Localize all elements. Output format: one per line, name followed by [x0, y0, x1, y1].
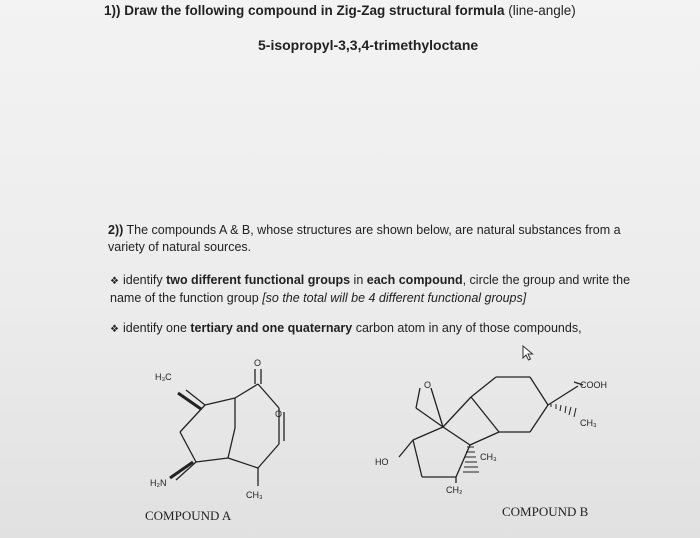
compound-a-o-ring: O — [275, 409, 283, 419]
bullet-2-post: carbon atom in any of those compounds, — [352, 321, 582, 335]
compound-a-label: COMPOUND A — [145, 508, 232, 523]
bullet-1-pre: identify — [122, 273, 167, 287]
compound-b-ch3-right: CH₃ — [580, 418, 597, 428]
compound-name: 5-isopropyl-3,3,4-trimethyloctane — [258, 37, 479, 53]
bullet-1-mid: in — [350, 273, 367, 287]
compound-a-h2n: H₂N — [150, 478, 167, 488]
question-2-number: 2)) — [108, 223, 124, 237]
question-1-suffix: (line-angle) — [508, 3, 576, 18]
question-2-text: The compounds A & B, whose structures are shown below, are natural substances from a variety of natural sources. — [108, 223, 621, 254]
compound-b-o: O — [424, 380, 432, 390]
bullet-1-italic: [so the total will be 4 different functional groups] — [262, 291, 527, 305]
diamond-bullet-icon: ❖ — [110, 276, 119, 287]
compound-b-ho: HO — [375, 457, 389, 467]
compound-b-label: COMPOUND B — [502, 504, 589, 519]
compound-b-ch2: CH₂ — [446, 485, 463, 495]
bullet-1-bold-1: two different functional groups — [166, 273, 351, 287]
compound-b-structure — [399, 377, 583, 483]
compound-b-ch3-mid: CH₃ — [480, 452, 497, 462]
question-1-prefix: 1)) Draw the following compound in Zig-Zag structural formula — [104, 3, 509, 18]
compound-a-o-top: O — [254, 358, 262, 368]
bullet-1-post: , circle the group and write the name of the function group — [110, 273, 631, 305]
bullet-2-bold: tertiary and one quaternary — [190, 321, 353, 335]
bullet-1-bold-2: each compound — [366, 273, 463, 287]
compound-a-h3c: H₃C — [155, 372, 172, 382]
compound-b-cooh: COOH — [580, 380, 607, 390]
bullet-2-pre: identify one — [122, 321, 191, 335]
diamond-bullet-icon: ❖ — [110, 324, 119, 335]
compound-a-structure — [170, 369, 284, 486]
compound-a-ch3: CH₃ — [246, 490, 263, 500]
